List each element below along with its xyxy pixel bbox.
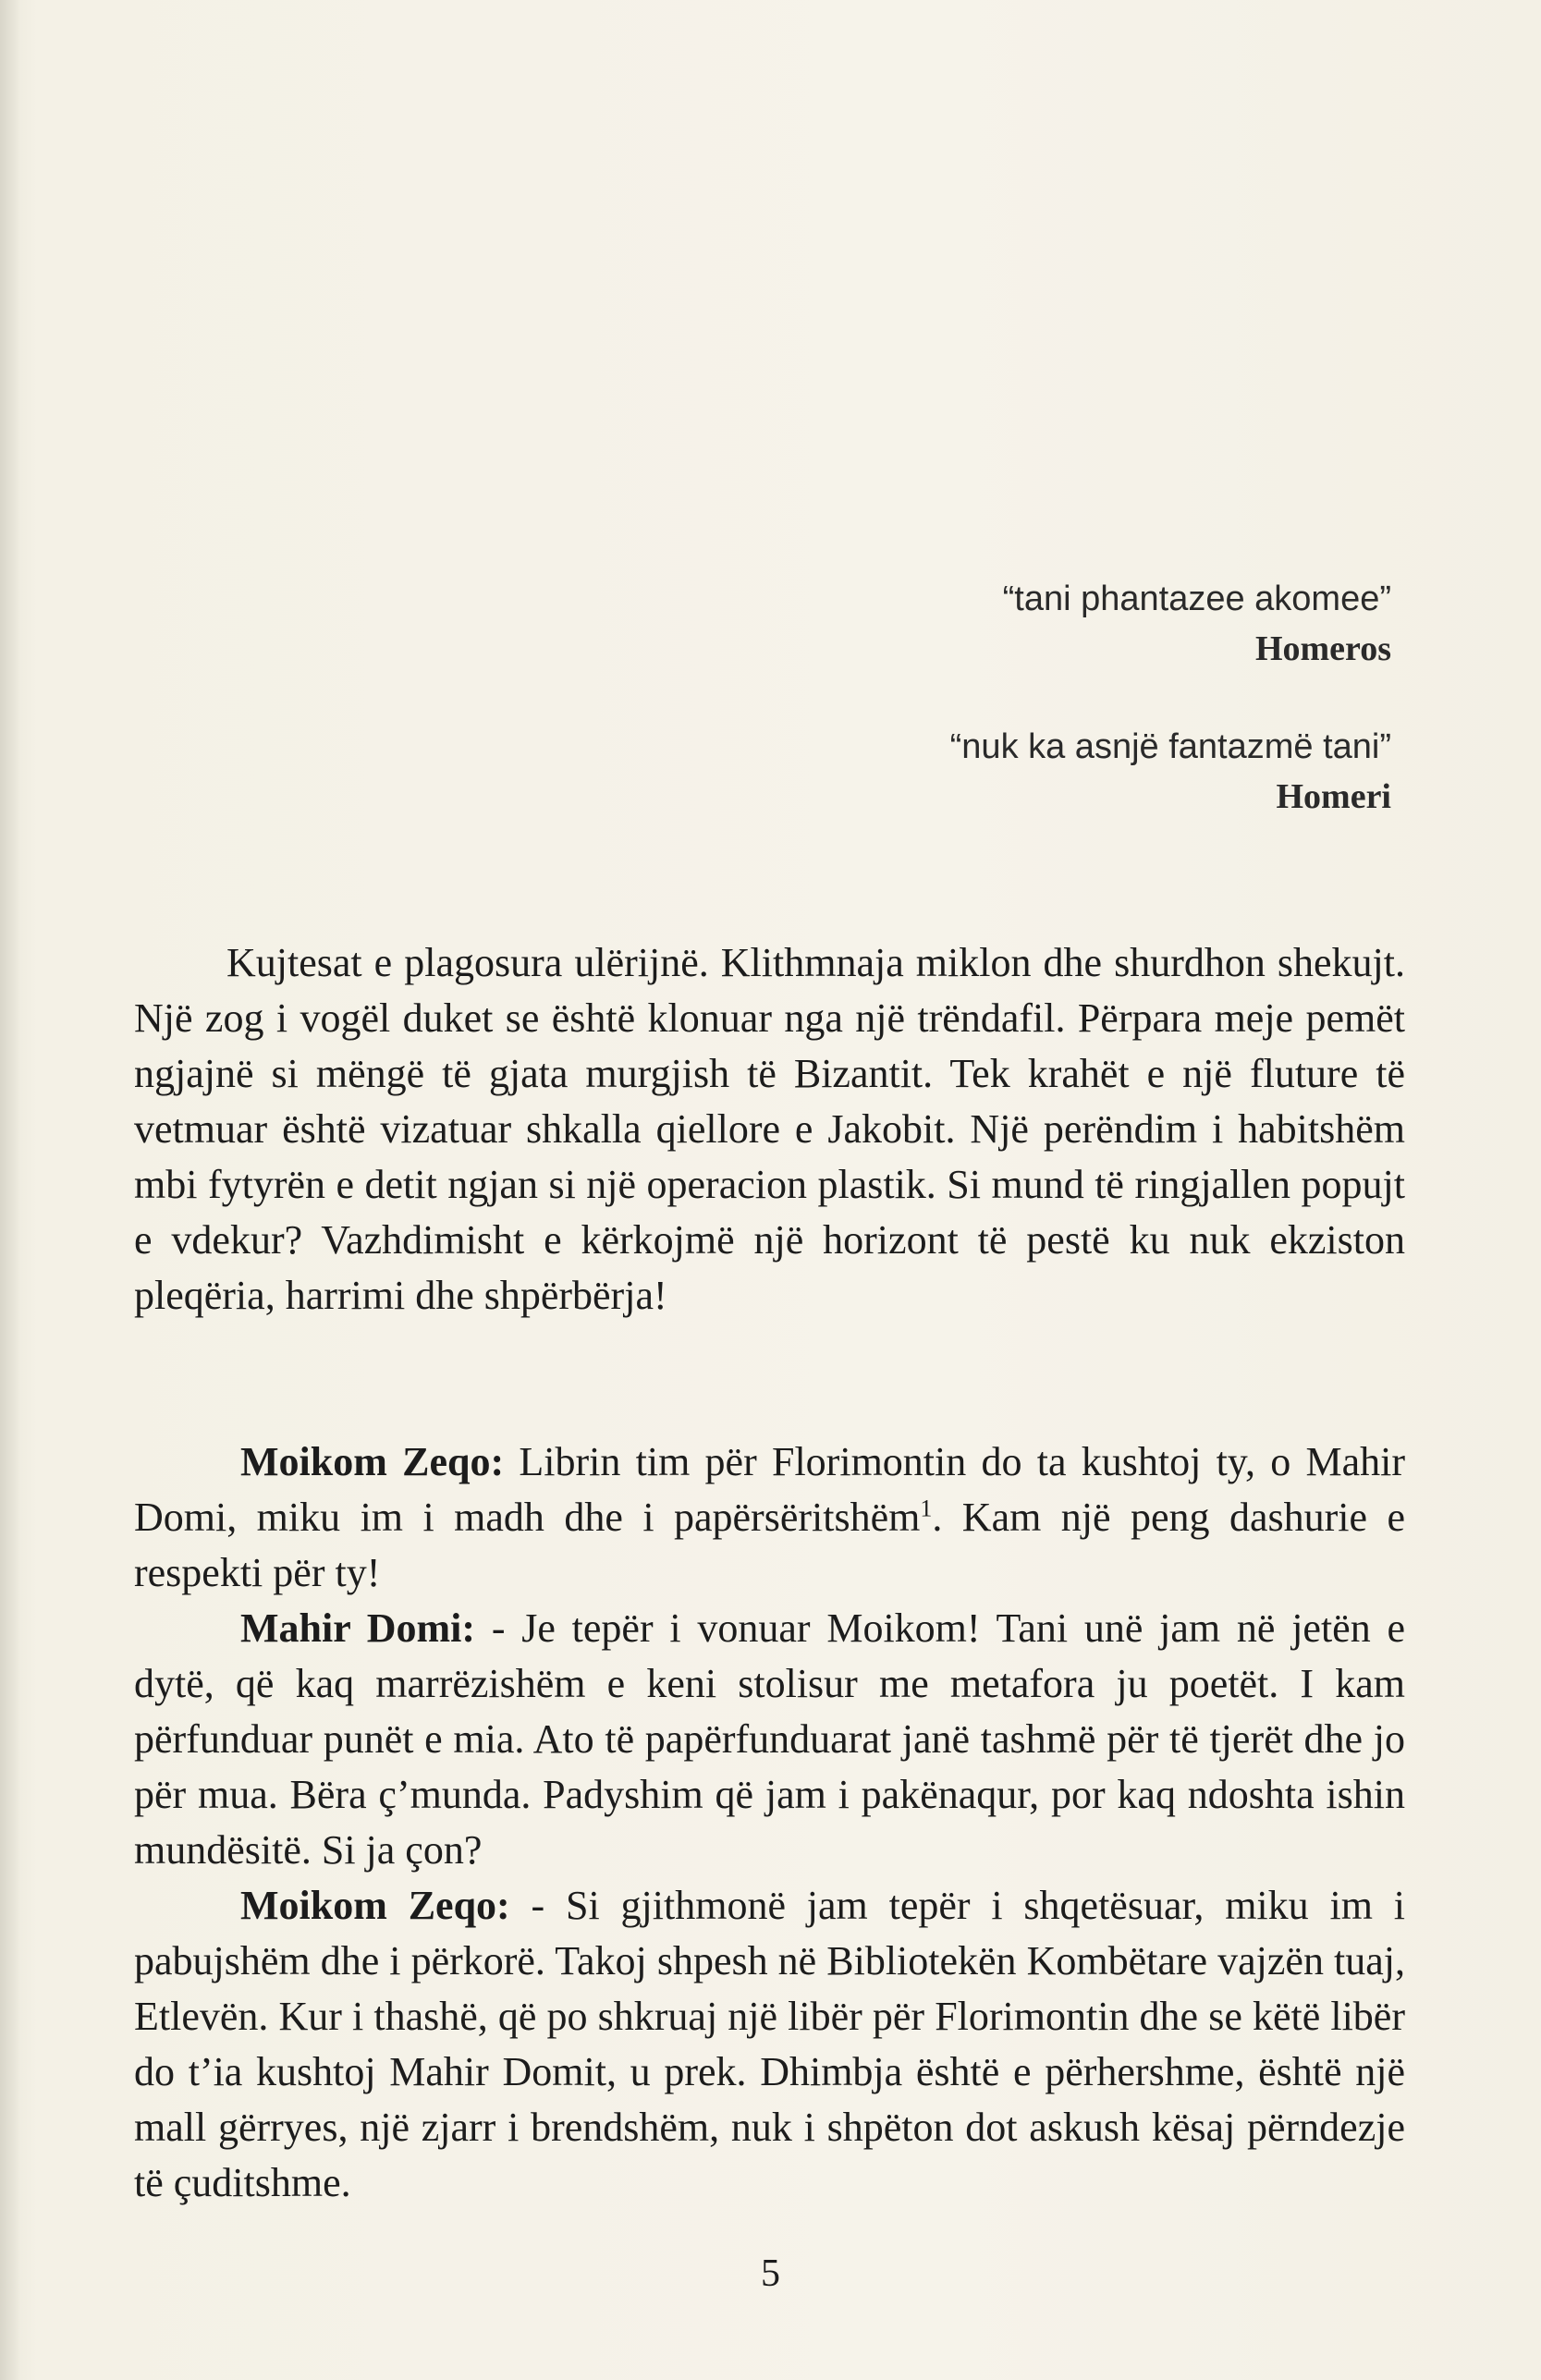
dialogue-text: - Je tepër i vonuar Moikom! Tani unë jam në jetën e dytë, që kaq marrëzishëm e keni stolisur me metafora ju poetët. I kam përfunduar punët e mia. Ato të papërfunduarat janë tashmë për të tjerët dhe jo për mua. Bëra ç’munda. Padyshim që jam i pakënaqur, por kaq ndoshta ishin mundësitë. Si ja çon?: [134, 1605, 1406, 1873]
page-number: 5: [761, 2252, 780, 2295]
speaker-name: Mahir Domi:: [240, 1605, 476, 1651]
epigraph-homeri: [950, 726, 1391, 818]
epigraph-author: Homeros: [1254, 629, 1391, 668]
epigraph-homeros: [1003, 578, 1391, 670]
dialogue-line-3: [134, 1878, 1405, 2211]
intro-paragraph: Kujtesat e plagosura ulërijnë. Klithmnaja miklon dhe shurdhon shekujt. Një zog i vogël duket se është klonuar nga një trëndafil. Përpara meje pemët ngjajnë si mëngë të gjata murgjish të Bizantit. Tek krahët e një fluture të vetmuar është vizatuar shkalla qiellore e Jakobit. Një perëndim i habitshëm mbi fytyrën e detit ngjan si një operacion plastik. Si mund të ringjallen popujt e vdekur? Vazhdimisht e kërkojmë një horizont të pestë ku nuk ekziston pleqëria, harrimi dhe shpërbërja!: [134, 940, 1405, 1318]
dialogue-text: - Si gjithmonë jam tepër i shqetësuar, miku im i pabujshëm dhe i përkorë. Takoj shpesh në Bibliotekën Kombëtare vajzën tuaj, Etlevën. Kur i thashë, që po shkruaj një libër për Florimontin dhe se këtë libër do t’ia kushtoj Mahir Domit, u prek. Dhimbja është e përhershme, është një mall gërryes, një zjarr i brendshëm, nuk i shpëton dot askush kësaj përndezje të çuditshme.: [134, 1883, 1405, 2205]
dialogue-line-1: [134, 1434, 1405, 1601]
footnote-marker: 1: [920, 1495, 933, 1522]
epigraph-author: Homeri: [1276, 777, 1391, 816]
epigraph-quote: “tani phantazee akomee”: [1002, 580, 1391, 618]
epigraph-quote: “nuk ka asnjë fantazmë tani”: [949, 727, 1391, 766]
dialogue-line-2: [134, 1601, 1405, 1878]
page-gutter-shadow: [0, 0, 20, 2380]
dialogue-text: Librin tim për Florimontin do ta kushtoj ty, o Mahir Domi, miku im i madh dhe i papërsëritshëm: [134, 1439, 1405, 1540]
speaker-name: Moikom Zeqo:: [240, 1439, 505, 1484]
dialogue-section: [134, 1434, 1405, 2211]
dialogue-text-continued: . Kam një peng dashurie e respekti për ty!: [134, 1495, 1405, 1595]
speaker-name: Moikom Zeqo:: [240, 1883, 510, 1928]
intro-section: [134, 935, 1405, 1324]
